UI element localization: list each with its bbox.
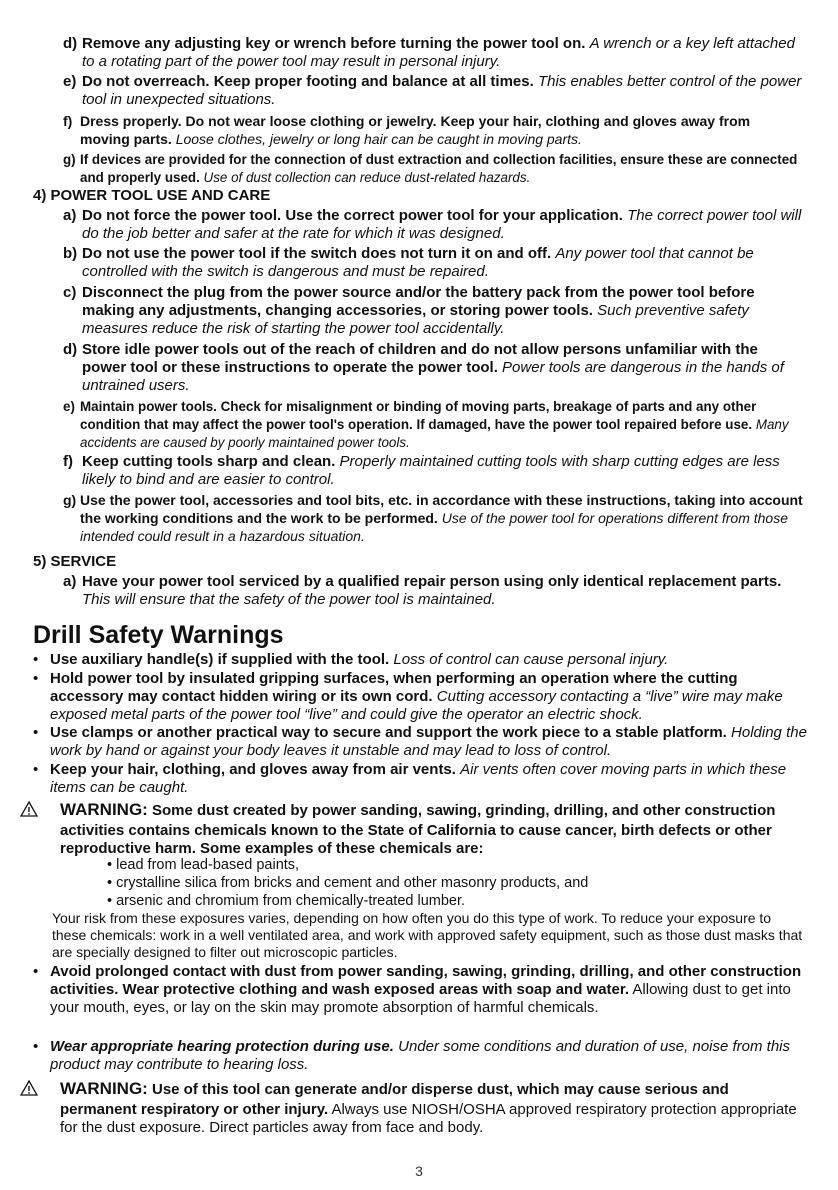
section-heading-service: 5) SERVICE [33,553,117,570]
risk-paragraph: Your risk from these exposures varies, depending on how often you do this type of work. To reduce your exposure to these chemicals: work in a well ventilated area, and work with approved safety equipment, such as those dust masks that are specially designed to filter out microscopic particles. [52,910,803,960]
drill-bullet: • Use clamps or another practical way to secure and support the work piece to a stable platform. Holding the work by hand or against your body leaves it unstable and may lead to loss of control. [33,724,807,759]
drill-safety-heading: Drill Safety Warnings [33,621,284,649]
warning-triangle-icon [40,801,60,822]
bullet-dot: • [33,1038,39,1055]
service-item-a: a) Have your power tool serviced by a qualified repair person using only identical replacement parts. This will ensure that the safety of the power tool is maintained. [63,573,782,608]
use-item-a: a) Do not force the power tool. Use the correct power tool for your application. The correct power tool will do the job better and safer at the rate for which it was designed. [63,207,802,242]
page-number: 3 [415,1163,423,1179]
drill-bullet: • Keep your hair, clothing, and gloves away from air vents. Air vents often cover moving parts in which these items can be caught. [33,761,787,796]
warning-dust: WARNING: Use of this tool can generate and/or disperse dust, which may cause serious and permanent respiratory or other injury. Always use NIOSH/OSHA approved respiratory protection appropriate for the dust exposure. Direct particles away from face and body. [40,1080,808,1137]
warning-title: WARNING: [60,800,148,819]
chemical-list-item: • crystalline silica from bricks and cement and other masonry products, and [107,875,589,891]
use-item-d: d) Store idle power tools out of the reach of children and do not allow persons unfamiliar with the power tool or these instructions to operate the power tool. Power tools are dangerous in the hands of untrained users. [63,341,784,394]
use-item-f: f) Keep cutting tools sharp and clean. Properly maintained cutting tools with sharp cutting edges are less likely to bind and are easier to control. [63,453,780,488]
bullet-dot: • [33,963,39,980]
warning-triangle-icon [40,1080,60,1101]
chemical-list-item: • lead from lead-based paints, [107,857,300,873]
section-heading-power-tool-use: 4) POWER TOOL USE AND CARE [33,187,271,204]
bullet-dot: • [33,761,39,778]
warning-text: Some dust created by power sanding, sawing, grinding, drilling, and other construction activities contains chemicals known to the State of California to cause cancer, birth defects or other reproductive harm. Some examples of these chemicals are: [60,802,776,857]
dust-bullet: • Avoid prolonged contact with dust from power sanding, sawing, grinding, drilling, and other construction activities. Wear protective clothing and wash exposed areas with soap and water. Allowing dust to get into your mouth, eyes, or lay on the skin may promote absorption of harmful chemicals. [33,963,802,1016]
bullet-dot: • [33,724,39,741]
general-item-g: g) If devices are provided for the connection of dust extraction and collection facilities, ensure these are connected and properly used. Use of dust collection can reduce dust-related hazards. [63,152,798,185]
general-item-e: e) Do not overreach. Keep proper footing and balance at all times. This enables better control of the power tool in unexpected situations. [63,73,802,108]
drill-bullet: • Use auxiliary handle(s) if supplied with the tool. Loss of control can cause personal injury. [33,651,669,668]
use-item-e: e) Maintain power tools. Check for misalignment or binding of moving parts, breakage of parts and any other condition that may affect the power tool's operation. If damaged, have the power tool repaired before use. Many accidents are caused by poorly maintained power tools. [63,399,789,450]
bullet-dot: • [33,651,39,668]
chemical-list-item: • arsenic and chromium from chemically-treated lumber. [107,893,466,909]
use-item-b: b) Do not use the power tool if the switch does not turn it on and off. Any power tool that cannot be controlled with the switch is dangerous and must be repaired. [63,245,754,280]
warning-california [40,801,808,858]
hearing-bullet: • Wear appropriate hearing protection during use. Under some conditions and duration of use, noise from this product may contribute to hearing loss. [33,1038,791,1073]
general-item-f: f) Dress properly. Do not wear loose clothing or jewelry. Keep your hair, clothing and gloves away from moving parts. Loose clothes, jewelry or long hair can be caught in moving parts. [63,113,751,147]
general-item-d: d) Remove any adjusting key or wrench before turning the power tool on. A wrench or a key left attached to a rotating part of the power tool may result in personal injury. [63,35,795,70]
bullet-dot: • [33,670,39,687]
use-item-g: g) Use the power tool, accessories and tool bits, etc. in accordance with these instructions, taking into account the working conditions and the work to be performed. Use of the power tool for operations different from those intended could result in a hazardous situation. [63,492,803,544]
warning-title: WARNING: [60,1079,148,1098]
drill-bullet: • Hold power tool by insulated gripping surfaces, when performing an operation where the cutting accessory may contact hidden wiring or its own cord. Cutting accessory contacting a “live” wire may make exposed metal parts of the power tool “live” and could give the operator an electric shock. [33,670,783,723]
use-item-c: c) Disconnect the plug from the power source and/or the battery pack from the power tool before making any adjustments, changing accessories, or storing power tools. Such preventive safety measures reduce the risk of starting the power tool accidentally. [63,284,755,337]
